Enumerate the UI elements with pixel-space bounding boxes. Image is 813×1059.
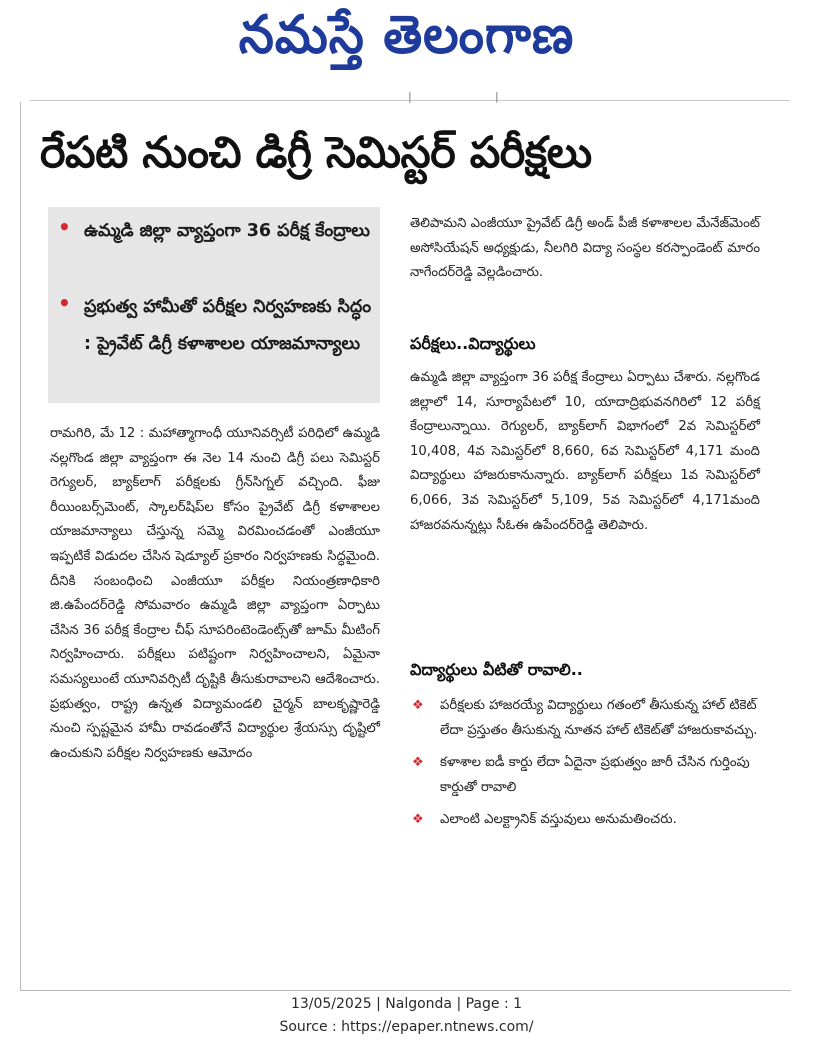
summary-item [58, 289, 378, 363]
list-item-text: కళాశాల ఐడీ కార్డు లేదా ఏదైనా ప్రభుత్వం జారీ చేసిన గుర్తింపు కార్డుతో రావాలి [440, 755, 750, 795]
diamond-bullet-icon: ❖ [412, 812, 424, 828]
headline: రేపటి నుంచి డిగ్రీ సెమిస్టర్ పరీక్షలు [40, 128, 592, 178]
column-tick: | [408, 90, 412, 103]
list-item [410, 694, 760, 743]
right-intro-text: తెలిపామని ఎంజీయూ ప్రైవేట్ డిగ్రీ అండ్ పీజీ కళాశాలల మేనేజ్‌మెంట్ అసోసియేషన్ అధ్యక్షుడు, నీలగిరి విద్యా సంస్థల కరస్పాండెంట్ మారం నాగేందర్‌రెడ్డి వెల్లడించారు. [410, 216, 760, 281]
list-item [410, 808, 760, 833]
column-tick: | [495, 90, 499, 103]
bullet-dot-icon: • [58, 215, 71, 239]
section-heading-exams: పరీక్షలు..విద్యార్థులు [410, 334, 536, 353]
footer-source: Source : https://epaper.ntnews.com/ [279, 1019, 534, 1035]
list-item [410, 751, 760, 800]
section-heading-requirements: విద్యార్థులు వీటితో రావాలి.. [410, 660, 583, 679]
section-exams-body [410, 366, 760, 538]
section-exams-text: ఉమ్మడి జిల్లా వ్యాప్తంగా 36 పరీక్ష కేంద్రాలు ఏర్పాటు చేశారు. నల్లగొండ జిల్లాలో 14, సూర్యాపేటలో 10, యాదాద్రిభువనగిరిలో 12 పరీక్ష కేంద్రాలున్నాయి. రెగ్యులర్, బ్యాక్‌లాగ్ విభాగంలో 2వ సెమిస్టర్‌లో 10,408, 4వ సెమిస్టర్‌లో 8,660, 6వ సెమిస్టర్‌లో 4,171 మంది విద్యార్థులు హాజరుకానున్నారు. బ్యాక్‌లాగ్ పరీక్షలు 1వ సెమిస్టర్‌లో 6,066, 3వ సెమిస్టర్‌లో 5,109, 5వ సెమిస్టర్‌లో 4,171మంది హాజరవనున్నట్లు సీఓఈ ఉపేందర్‌రెడ్డి తెలిపారు. [410, 370, 760, 533]
bullet-dot-icon: • [58, 291, 71, 315]
diamond-bullet-icon: ❖ [412, 755, 424, 771]
list-item-text: పరీక్షలకు హాజరయ్యే విద్యార్థులు గతంలో తీసుకున్న హాల్ టికెట్ లేదా ప్రస్తుతం తీసుకున్న నూతన హాల్ టికెట్‌తో హాజరుకావచ్చు. [440, 698, 758, 738]
diamond-bullet-icon: ❖ [412, 698, 424, 713]
right-column-intro [410, 212, 760, 286]
left-column-text: రామగిరి, మే 12 : మహాత్మాగాంధీ యూనివర్సిటీ పరిధిలో ఉమ్మడి నల్లగొండ జిల్లా వ్యాప్తంగా ఈ నెల 14 నుంచి డిగ్రీ పలు సెమిస్టర్ రెగ్యులర్, బ్యాక్‌లాగ్ పరీక్షలకు గ్రీన్‌సిగ్నల్ వచ్చింది. ఫీజు రీయింబర్స్‌మెంట్, స్కాలర్‌షిప్‌ల కోసం ప్రైవేట్ డిగ్రీ కళాశాలల యాజమాన్యాలు చేస్తున్న సమ్మె విరమించడంతో ఎంజీయూ ఇప్పటికే విడుదల చేసిన షెడ్యూల్ ప్రకారం నిర్వహణకు సిద్ధమైంది. దీనికి సంబంధించి ఎంజీయూ పరీక్షల నియంత్రణాధికారి జి.ఉపేందర్‌రెడ్డి సోమవారం ఉమ్మడి జిల్లా వ్యాప్తంగా ఏర్పాటు చేసిన 36 పరీక్ష కేంద్రాల చీఫ్ సూపరింటెండెంట్స్‌తో జూమ్ మీటింగ్ నిర్వహించారు. పరీక్షలు పటిష్టంగా నిర్వహించాలని, ఏమైనా సమస్యలుంటే యూనివర్సిటీ దృష్టికి తీసుకురావాలని ఆదేశించారు. ప్రభుత్వం, రాష్ట్ర ఉన్నత విద్యామండలి చైర్మన్ బాలకృష్ణారెడ్డి నుంచి స్పష్టమైన హామీ రావడంతోనే విద్యార్థుల శ్రేయస్సు దృష్టిలో ఉంచుకుని పరీక్షల నిర్వహణకు ఆమోదం [50, 426, 380, 761]
summary-text: ప్రభుత్వ హామీతో పరీక్షల నిర్వహణకు సిద్ధం : ప్రైవేట్ డిగ్రీ కళాశాలల యాజమాన్యాలు [84, 297, 372, 354]
summary-text: ఉమ్మడి జిల్లా వ్యాప్తంగా 36 పరీక్ష కేంద్రాలు [84, 221, 370, 241]
left-column [50, 422, 380, 766]
masthead-logo: నమస్తే తెలంగాణ [238, 4, 575, 66]
summary-box [48, 207, 380, 403]
summary-item [58, 213, 378, 250]
footer-date-edition: 13/05/2025 | Nalgonda | Page : 1 [290, 996, 523, 1012]
requirements-list [410, 694, 760, 833]
list-item-text: ఎలాంటి ఎలక్ట్రానిక్ వస్తువులు అనుమతించరు. [440, 812, 677, 828]
